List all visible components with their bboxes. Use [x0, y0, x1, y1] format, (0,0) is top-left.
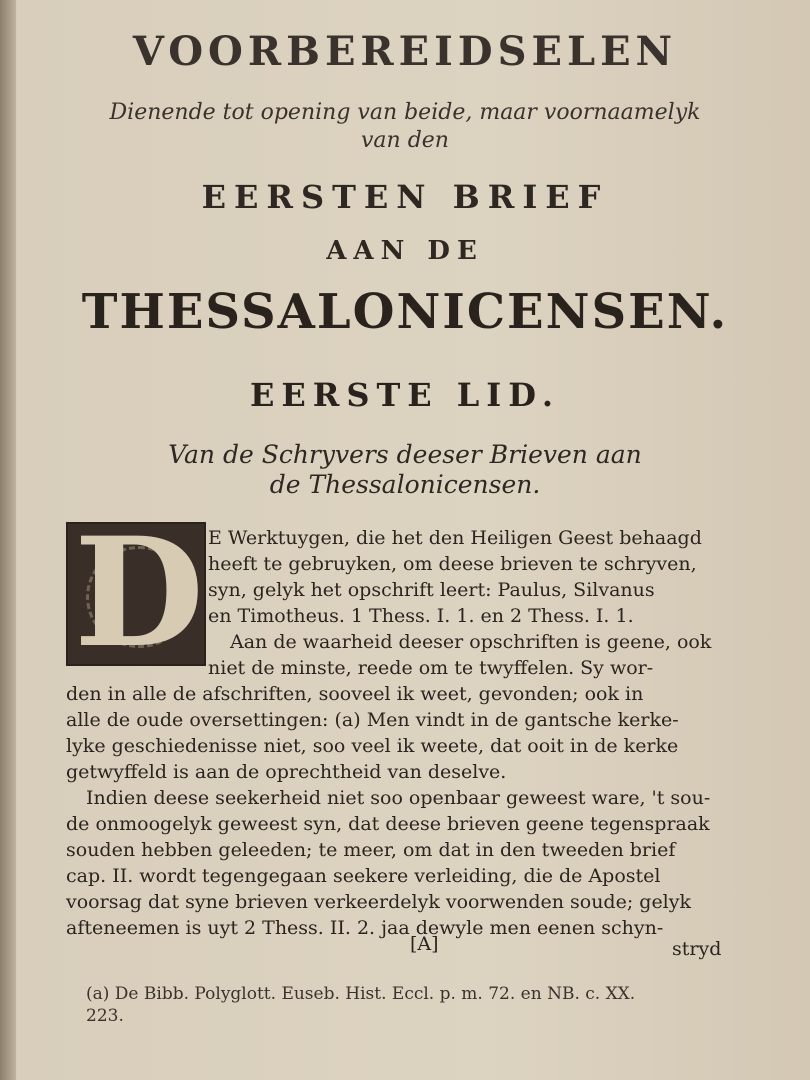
body-line: den in alle de afschriften, sooveel ik weet, gevonden; ook in: [66, 683, 644, 705]
body-line: Aan de waarheid deeser opschriften is geene, ook: [230, 631, 712, 653]
body-line: de onmoogelyk geweest syn, dat deese brieven geene tegenspraak: [66, 813, 710, 835]
recipients-heading: THESSALONICENSEN.: [81, 284, 729, 340]
decorated-initial: [66, 505, 206, 681]
subtitle-line-2: van den: [361, 128, 449, 153]
body-line: getwyffeld is aan de oprechtheid van deselve.: [66, 761, 507, 783]
body-line: souden hebben geleeden; te meer, om dat in den tweeden brief: [66, 839, 676, 861]
body-line: heeft te gebruyken, om deese brieven te schryven,: [208, 553, 697, 575]
brief-heading: EERSTEN BRIEF: [201, 178, 609, 216]
aan-de-heading: AAN DE: [326, 236, 484, 266]
body-line: en Timotheus. 1 Thess. I. 1. en 2 Thess. I. 1.: [208, 605, 634, 627]
catchword: stryd: [672, 938, 722, 960]
chapter-heading-line-2: de Thessalonicensen.: [269, 470, 541, 499]
footnote-line-1: (a) De Bibb. Polyglott. Euseb. Hist. Eccl. p. m. 72. en NB. c. XX.: [86, 984, 636, 1004]
body-line: alle de oude oversettingen: (a) Men vindt in de gantsche kerke-: [66, 709, 679, 731]
body-line: syn, gelyk het opschrift leert: Paulus, Silvanus: [208, 579, 655, 601]
body-line: voorsag dat syne brieven verkeerdelyk voorwenden soude; gelyk: [66, 891, 692, 913]
body-line: afteneemen is uyt 2 Thess. II. 2. jaa dewyle men eenen schyn-: [66, 917, 664, 939]
body-line: lyke geschiedenisse niet, soo veel ik weete, dat ooit in de kerke: [66, 735, 679, 757]
page-title: VOORBEREIDSELEN: [132, 28, 678, 75]
drop-cap-letter: D: [74, 505, 205, 681]
signature-mark: [A]: [410, 933, 439, 955]
subtitle-line-1: Dienende tot opening van beide, maar voornaamelyk: [109, 100, 701, 125]
book-gutter: [0, 0, 16, 1080]
footnote-line-2: 223.: [86, 1006, 124, 1026]
body-line: niet de minste, reede om te twyffelen. Sy wor-: [208, 657, 654, 679]
body-line: Indien deese seekerheid niet soo openbaar geweest ware, 't sou-: [86, 787, 711, 809]
section-heading: EERSTE LID.: [249, 376, 561, 414]
chapter-heading-line-1: Van de Schryvers deeser Brieven aan: [168, 440, 642, 469]
body-line: cap. II. wordt tegengegaan seekere verleiding, die de Apostel: [66, 865, 661, 887]
body-line: E Werktuygen, die het den Heiligen Geest behaagd: [208, 527, 702, 549]
